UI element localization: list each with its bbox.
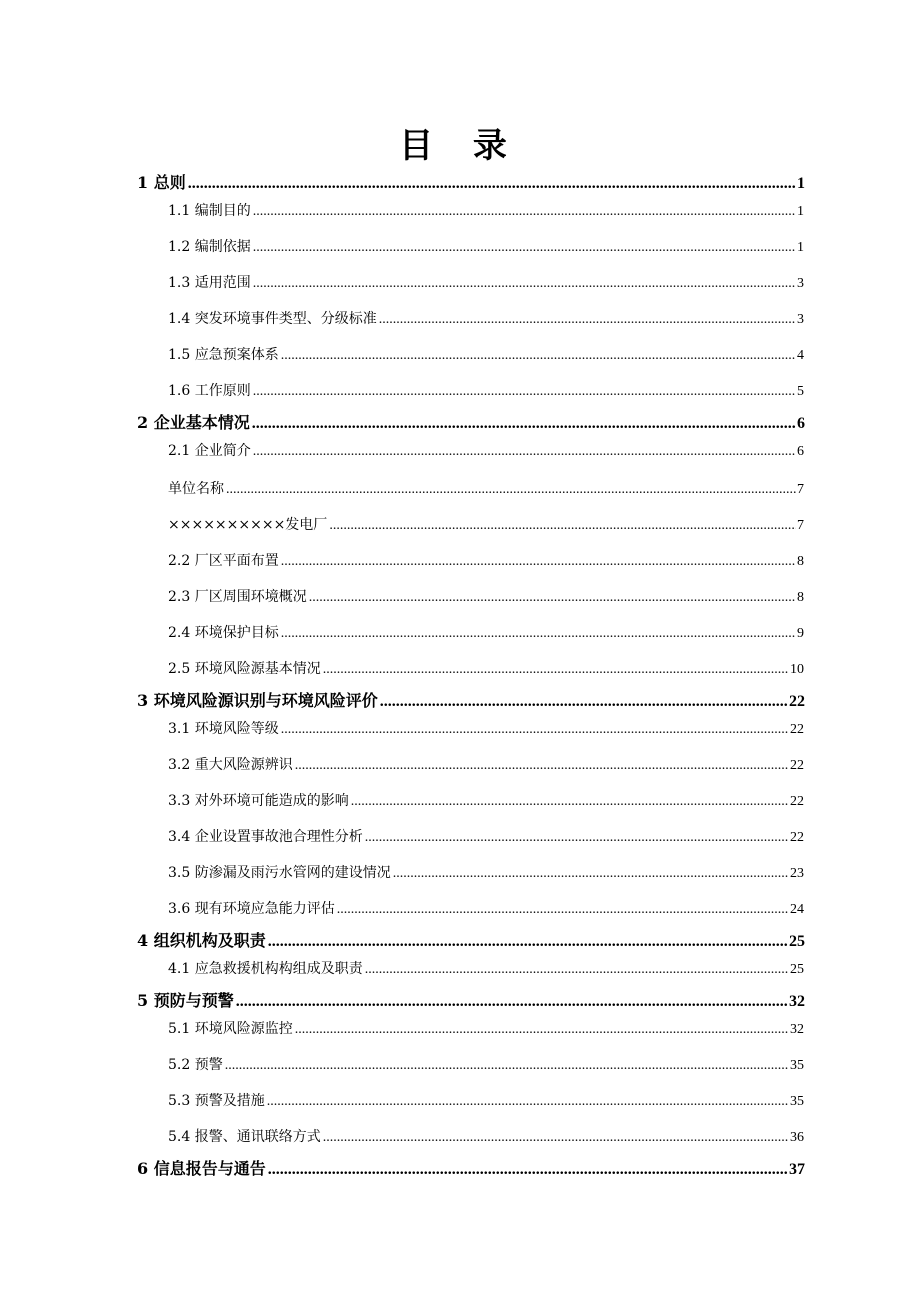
toc-entry-label: 5 预防与预警 [137, 991, 234, 1010]
toc-chapter-entry[interactable] [137, 688, 805, 711]
toc-page-number: 10 [790, 662, 804, 677]
toc-section-entry[interactable] [168, 380, 804, 400]
toc-dot-leader [253, 444, 796, 460]
toc-dot-leader [295, 758, 789, 774]
toc-page-number: 1 [797, 204, 804, 219]
toc-dot-leader [267, 1094, 789, 1110]
toc-dot-leader [351, 794, 789, 810]
toc-entry-label: 单位名称 [168, 481, 224, 497]
toc-dot-leader [393, 866, 789, 882]
toc-page-number: 22 [789, 693, 805, 710]
toc-page-number: 37 [789, 1161, 805, 1178]
toc-page-number: 36 [790, 1130, 804, 1145]
toc-dot-leader [365, 830, 789, 846]
toc-page-number: 35 [790, 1058, 804, 1073]
toc-dot-leader [281, 554, 796, 570]
toc-dot-leader [188, 175, 796, 193]
toc-dot-leader [329, 518, 796, 534]
toc-dot-leader [281, 722, 789, 738]
toc-page-number: 35 [790, 1094, 804, 1109]
toc-page-number: 3 [797, 276, 804, 291]
toc-entry-label: 5.1 环境风险源监控 [168, 1021, 293, 1037]
toc-section-entry[interactable] [168, 586, 804, 606]
toc-page-number: 5 [797, 384, 804, 399]
toc-entry-label: 3.2 重大风险源辨识 [168, 757, 293, 773]
toc-chapter-entry[interactable] [137, 410, 805, 433]
toc-page-number: 22 [790, 830, 804, 845]
toc-entry-label: 3.5 防渗漏及雨污水管网的建设情况 [168, 865, 391, 881]
toc-section-entry[interactable] [168, 790, 804, 810]
toc-entry-label: 2.4 环境保护目标 [168, 625, 279, 641]
toc-section-entry[interactable] [168, 514, 804, 534]
toc-chapter-entry[interactable] [137, 1156, 805, 1179]
toc-entry-label: 1.2 编制依据 [168, 239, 251, 255]
toc-page-number: 24 [790, 902, 804, 917]
toc-dot-leader [309, 590, 796, 606]
toc-entry-label: 3.1 环境风险等级 [168, 721, 279, 737]
toc-dot-leader [252, 415, 796, 433]
toc-chapter-entry[interactable] [137, 928, 805, 951]
toc-section-entry[interactable] [168, 754, 804, 774]
toc-entry-label: 1.4 突发环境事件类型、分级标准 [168, 311, 377, 327]
toc-section-entry[interactable] [168, 862, 804, 882]
toc-section-entry[interactable] [168, 478, 804, 498]
toc-dot-leader [337, 902, 789, 918]
toc-section-entry[interactable] [168, 550, 804, 570]
toc-page-number: 25 [789, 933, 805, 950]
toc-section-entry[interactable] [168, 1126, 804, 1146]
toc-entry-label: 4 组织机构及职责 [137, 931, 266, 950]
toc-section-entry[interactable] [168, 272, 804, 292]
toc-page-number: 9 [797, 626, 804, 641]
toc-entry-label: 2 企业基本情况 [137, 413, 250, 432]
toc-entry-label: 2.5 环境风险源基本情况 [168, 661, 321, 677]
toc-dot-leader [323, 662, 789, 678]
toc-entry-label: 1.1 编制目的 [168, 203, 251, 219]
toc-title: 目 录 [399, 126, 521, 166]
toc-section-entry[interactable] [168, 236, 804, 256]
toc-section-entry[interactable] [168, 718, 804, 738]
toc-section-entry[interactable] [168, 344, 804, 364]
toc-entry-label: 6 信息报告与通告 [137, 1159, 266, 1178]
toc-section-entry[interactable] [168, 200, 804, 220]
toc-chapter-entry[interactable] [137, 988, 805, 1011]
toc-dot-leader [379, 312, 796, 328]
toc-section-entry[interactable] [168, 898, 804, 918]
toc-section-entry[interactable] [168, 440, 804, 460]
toc-entry-label: 1.5 应急预案体系 [168, 347, 279, 363]
toc-page-number: 4 [797, 348, 804, 363]
toc-page-number: 6 [797, 444, 804, 459]
toc-entry-label: 1.3 适用范围 [168, 275, 251, 291]
toc-entry-label: 1 总则 [137, 173, 186, 192]
toc-page-number: 25 [790, 962, 804, 977]
toc-dot-leader [226, 482, 796, 498]
toc-page-number: 32 [789, 993, 805, 1010]
toc-page-number: 22 [790, 722, 804, 737]
toc-dot-leader [281, 626, 796, 642]
toc-section-entry[interactable] [168, 308, 804, 328]
toc-page-number: 32 [790, 1022, 804, 1037]
toc-section-entry[interactable] [168, 1054, 804, 1074]
toc-dot-leader [323, 1130, 789, 1146]
toc-entry-label: 2.3 厂区周围环境概况 [168, 589, 307, 605]
toc-dot-leader [253, 204, 796, 220]
toc-dot-leader [295, 1022, 789, 1038]
toc-dot-leader [236, 993, 788, 1011]
toc-page-number: 8 [797, 590, 804, 605]
toc-page-number: 22 [790, 794, 804, 809]
toc-page-number: 3 [797, 312, 804, 327]
toc-entry-label: 3.4 企业设置事故池合理性分析 [168, 829, 363, 845]
toc-page-number: 7 [797, 518, 804, 533]
toc-entry-label: 3.6 现有环境应急能力评估 [168, 901, 335, 917]
toc-dot-leader [253, 276, 796, 292]
toc-page-number: 23 [790, 866, 804, 881]
toc-page-number: 6 [797, 415, 805, 432]
toc-section-entry[interactable] [168, 1018, 804, 1038]
toc-section-entry[interactable] [168, 658, 804, 678]
toc-entry-label: 3.3 对外环境可能造成的影响 [168, 793, 349, 809]
toc-dot-leader [253, 240, 796, 256]
toc-dot-leader [365, 962, 789, 978]
toc-chapter-entry[interactable] [137, 170, 805, 193]
toc-entry-label: ××××××××××发电厂 [168, 517, 328, 533]
toc-page-number: 1 [797, 240, 804, 255]
toc-section-entry[interactable] [168, 622, 804, 642]
toc-entry-label: 5.4 报警、通讯联络方式 [168, 1129, 321, 1145]
toc-entry-label: 1.6 工作原则 [168, 383, 251, 399]
toc-page-number: 8 [797, 554, 804, 569]
toc-entry-label: 4.1 应急救援机构构组成及职责 [168, 961, 363, 977]
toc-page-number: 22 [790, 758, 804, 773]
toc-entry-label: 5.3 预警及措施 [168, 1093, 265, 1109]
toc-dot-leader [268, 933, 788, 951]
toc-entry-label: 5.2 预警 [168, 1057, 223, 1073]
toc-dot-leader [268, 1161, 788, 1179]
toc-page-number: 7 [797, 482, 804, 497]
toc-dot-leader [253, 384, 796, 400]
toc-entry-label: 2.2 厂区平面布置 [168, 553, 279, 569]
toc-section-entry[interactable] [168, 1090, 804, 1110]
toc-dot-leader [380, 693, 788, 711]
toc-dot-leader [225, 1058, 789, 1074]
toc-dot-leader [281, 348, 796, 364]
toc-page-number: 1 [797, 175, 805, 192]
toc-section-entry[interactable] [168, 826, 804, 846]
toc-section-entry[interactable] [168, 958, 804, 978]
toc-entry-label: 2.1 企业简介 [168, 443, 251, 459]
toc-entry-label: 3 环境风险源识别与环境风险评价 [137, 691, 378, 710]
